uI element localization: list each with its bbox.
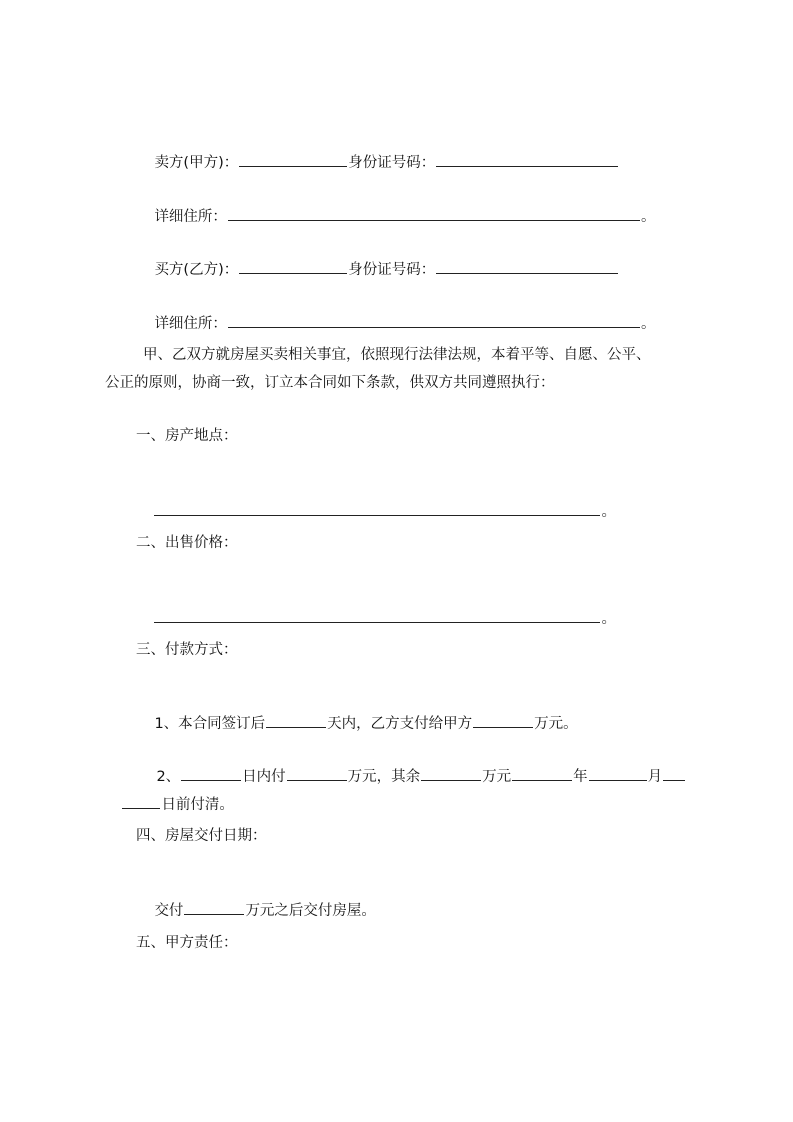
payment-item-2-t3: 万元 (482, 769, 512, 785)
payment-item-1-prefix: 1、本合同签订后 (154, 716, 266, 732)
section5-title: 五、甲方责任： (136, 935, 238, 951)
preamble-line-2: 公正的原则，协商一致，订立本合同如下条款，供双方共同遵照执行： (105, 375, 555, 391)
delivery-suffix: 万元之后交付房屋。 (245, 903, 376, 919)
section2-end: 。 (601, 611, 616, 627)
buyer-name-blank[interactable] (239, 258, 347, 274)
payment-amount-blank[interactable] (473, 712, 533, 728)
sale-price-blank[interactable] (154, 607, 600, 623)
payment-item-2-t4: 年 (573, 769, 588, 785)
payment-item-2-t6: 日前付清。 (161, 797, 234, 813)
section2-title: 二、出售价格： (136, 535, 238, 551)
payment-item-2-month-blank[interactable] (589, 765, 647, 781)
payment-item-2-t2: 万元，其余 (347, 769, 421, 785)
delivery-line (136, 879, 376, 941)
payment-item-2-t5: 月 (647, 769, 663, 785)
delivery-amount-blank[interactable] (184, 899, 244, 915)
seller-address-end: 。 (640, 209, 656, 225)
buyer-address-end: 。 (640, 316, 656, 332)
section1-end: 。 (601, 504, 616, 520)
buyer-line (136, 238, 619, 300)
payment-item-2-year-blank[interactable] (512, 765, 572, 781)
seller-label: 卖方(甲方)： (154, 155, 239, 171)
buyer-id-label: 身份证号码： (348, 262, 436, 278)
payment-item-2-t1: 日内付 (242, 769, 286, 785)
payment-item-1-suffix: 万元。 (534, 716, 578, 732)
payment-item-2-amount-blank[interactable] (287, 765, 347, 781)
section3-title: 三、付款方式： (136, 642, 238, 658)
seller-name-blank[interactable] (239, 151, 347, 167)
section1-title: 一、房产地点： (136, 428, 238, 444)
payment-item-2-day-blank-end[interactable] (122, 793, 160, 809)
seller-id-blank[interactable] (436, 151, 618, 167)
seller-line (136, 131, 619, 193)
section4-title: 四、房屋交付日期： (136, 828, 267, 844)
seller-id-label: 身份证号码： (348, 155, 436, 171)
payment-item-1-mid: 天内，乙方支付给甲方 (327, 716, 473, 732)
seller-address-label: 详细住所： (154, 209, 227, 225)
preamble-line-1: 甲、乙双方就房屋买卖相关事宜，依照现行法律法规，本着平等、自愿、公平、 (143, 347, 651, 363)
delivery-prefix: 交付 (154, 903, 184, 919)
buyer-id-blank[interactable] (436, 258, 618, 274)
buyer-label: 买方(乙方)： (154, 262, 239, 278)
buyer-address-blank[interactable] (228, 312, 640, 328)
seller-address-blank[interactable] (228, 205, 640, 221)
payment-days-blank[interactable] (266, 712, 326, 728)
buyer-address-label: 详细住所： (154, 316, 227, 332)
property-location-blank[interactable] (154, 500, 600, 516)
payment-item-2-day-blank-start[interactable] (663, 765, 685, 781)
payment-item-2-prefix: 2、 (156, 769, 181, 785)
payment-item-2-remaining-blank[interactable] (421, 765, 481, 781)
